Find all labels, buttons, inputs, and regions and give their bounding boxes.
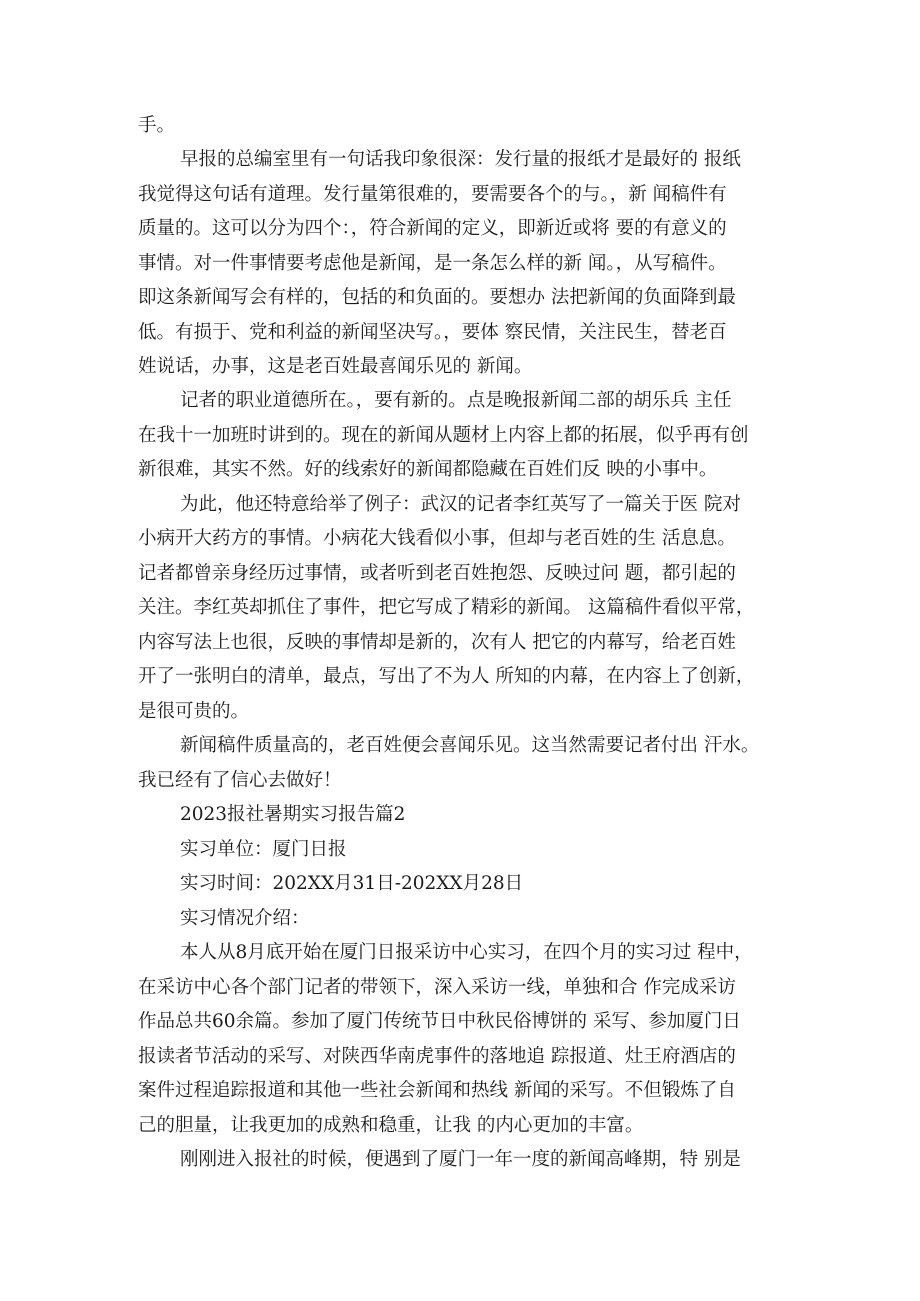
text-line: 刚刚进入报社的时候，便遇到了厦门一年一度的新闻高峰期，特 别是 (180, 1149, 741, 1170)
text-line: 为此，他还特意给举了例子：武汉的记者李红英写了一篇关于医 院对 (180, 494, 741, 515)
text-line: 新很难，其实不然。好的线索好的新闻都隐藏在百姓们反 映的小事中。 (138, 459, 718, 480)
text-line: 记者都曾亲身经历过事情，或者听到老百姓抱怨、反映过问 题，都引起的 (138, 563, 736, 584)
text-line: 关注。李红英却抓住了事件，把它写成了精彩的新闻。 这篇稿件看似平常， (138, 597, 755, 618)
text-line: 事情。对一件事情要考虑他是新闻，是一条怎么样的新 闻。，从写稿件。 (138, 253, 727, 274)
text-line: 实习时间：202XX月31日-202XX月28日 (180, 873, 524, 894)
text-line: 低。有损于、党和利益的新闻坚决写。，要体 察民情，关注民生，替老百 (138, 322, 727, 343)
text-line: 我已经有了信心去做好！ (138, 770, 342, 791)
text-line: 质量的。这可以分为四个：，符合新闻的定义，即新近或将 要的有意义的 (138, 218, 727, 239)
text-line: 内容写法上也很，反映的事情却是新的，次有人 把它的内幕写，给老百姓 (138, 632, 736, 653)
text-line: 在我十一加班时讲到的。现在的新闻从题材上内容上都的拓展，似乎再有创 (138, 425, 749, 446)
text-line: 作品总共60余篇。参加了厦门传统节日中秋民俗博饼的 采写、参加厦门日 (138, 1011, 741, 1032)
text-line: 报读者节活动的采写、对陕西华南虎事件的落地追 踪报道、灶王府酒店的 (138, 1046, 736, 1067)
text-line: 开了一张明白的清单，最点，写出了不为人 所知的内幕，在内容上了创新， (138, 666, 755, 687)
text-line: 实习情况介绍： (180, 908, 310, 929)
text-line: 实习单位：厦门日报 (180, 839, 347, 860)
text-line: 即这条新闻写会有样的，包括的和负面的。要想办 法把新闻的负面降到最 (138, 287, 736, 308)
section-heading: 2023报社暑期实习报告篇2 (180, 804, 406, 825)
text-line: 在采访中心各个部门记者的带领下，深入采访一线，单独和合 作完成采访 (138, 977, 736, 998)
text-line: 案件过程追踪报道和其他一些社会新闻和热线 新闻的采写。不但锻炼了自 (138, 1080, 736, 1101)
text-line: 早报的总编室里有一句话我印象很深：发行量的报纸才是最好的 报纸 (180, 149, 741, 170)
text-line: 手。 (138, 115, 176, 136)
text-line: 记者的职业道德所在。，要有新的。点是晚报新闻二部的胡乐兵 主任 (180, 390, 732, 411)
text-line: 是很可贵的。 (138, 701, 250, 722)
text-line: 姓说话，办事，这是老百姓最喜闻乐见的 新闻。 (138, 356, 533, 377)
text-line: 己的胆量，让我更加的成熟和稳重，让我 的内心更加的丰富。 (138, 1115, 644, 1136)
text-line: 新闻稿件质量高的，老百姓便会喜闻乐见。这当然需要记者付出 汗水。 (180, 735, 760, 756)
text-line: 本人从8月底开始在厦门日报采访中心实习，在四个月的实习过 程中， (180, 942, 753, 963)
text-line: 我觉得这句话有道理。发行量第很难的，要需要各个的与。，新 闻稿件有 (138, 184, 727, 205)
text-line: 小病开大药方的事情。小病花大钱看似小事，但却与老百姓的生 活息息。 (138, 528, 736, 549)
